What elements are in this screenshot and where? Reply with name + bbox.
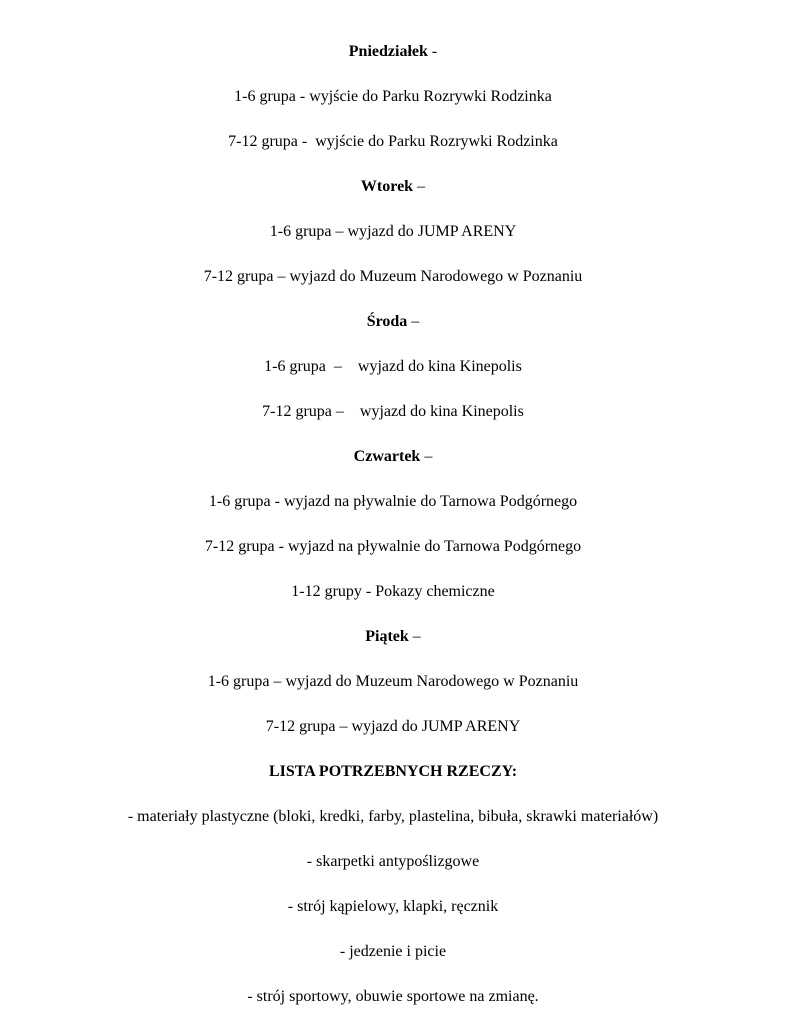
checklist-item: - strój kąpielowy, klapki, ręcznik	[287, 898, 499, 915]
day-suffix: –	[413, 178, 426, 195]
day-suffix: –	[408, 628, 421, 645]
checklist-title: LISTA POTRZEBNYCH RZECZY:	[268, 763, 518, 780]
day-suffix: –	[420, 448, 433, 465]
day-name: Piątek	[365, 628, 409, 645]
tuesday-heading	[0, 177, 786, 197]
day-name: Środa	[366, 313, 408, 330]
schedule-line: 1-6 grupa - wyjazd na pływalnie do Tarnowa Podgórnego	[208, 493, 578, 510]
day-name: Pniedziałek	[348, 43, 428, 60]
schedule-line: 7-12 grupa – wyjazd do JUMP ARENY	[265, 718, 521, 735]
schedule-line: 1-6 grupa – wyjazd do kina Kinepolis	[264, 358, 522, 375]
wednesday-heading	[0, 312, 786, 332]
schedule-line: 1-6 grupa – wyjazd do Muzeum Narodowego w Poznaniu	[207, 673, 579, 690]
checklist-item: - materiały plastyczne (bloki, kredki, farby, plastelina, bibuła, skrawki materiałów)	[127, 808, 659, 825]
day-name: Wtorek	[360, 178, 414, 195]
thursday-heading	[0, 447, 786, 467]
day-suffix: –	[407, 313, 420, 330]
schedule-line: 1-6 grupa - wyjście do Parku Rozrywki Rodzinka	[234, 88, 552, 105]
monday-heading	[0, 42, 786, 62]
friday-heading	[0, 627, 786, 647]
checklist-item: - skarpetki antypoślizgowe	[306, 853, 480, 870]
schedule-line: 1-6 grupa – wyjazd do JUMP ARENY	[269, 223, 517, 240]
schedule-line: 7-12 grupa – wyjazd do kina Kinepolis	[262, 403, 524, 420]
schedule-line: 7-12 grupa – wyjazd do Muzeum Narodowego w Poznaniu	[203, 268, 583, 285]
schedule-line: 1-12 grupy - Pokazy chemiczne	[291, 583, 495, 600]
schedule-line: 7-12 grupa - wyjazd na pływalnie do Tarnowa Podgórnego	[204, 538, 582, 555]
day-suffix: -	[427, 43, 438, 60]
checklist-item: - jedzenie i picie	[339, 943, 447, 960]
day-name: Czwartek	[353, 448, 421, 465]
checklist-item: - strój sportowy, obuwie sportowe na zmianę.	[247, 988, 539, 1005]
schedule-line: 7-12 grupa - wyjście do Parku Rozrywki Rodzinka	[228, 133, 558, 150]
